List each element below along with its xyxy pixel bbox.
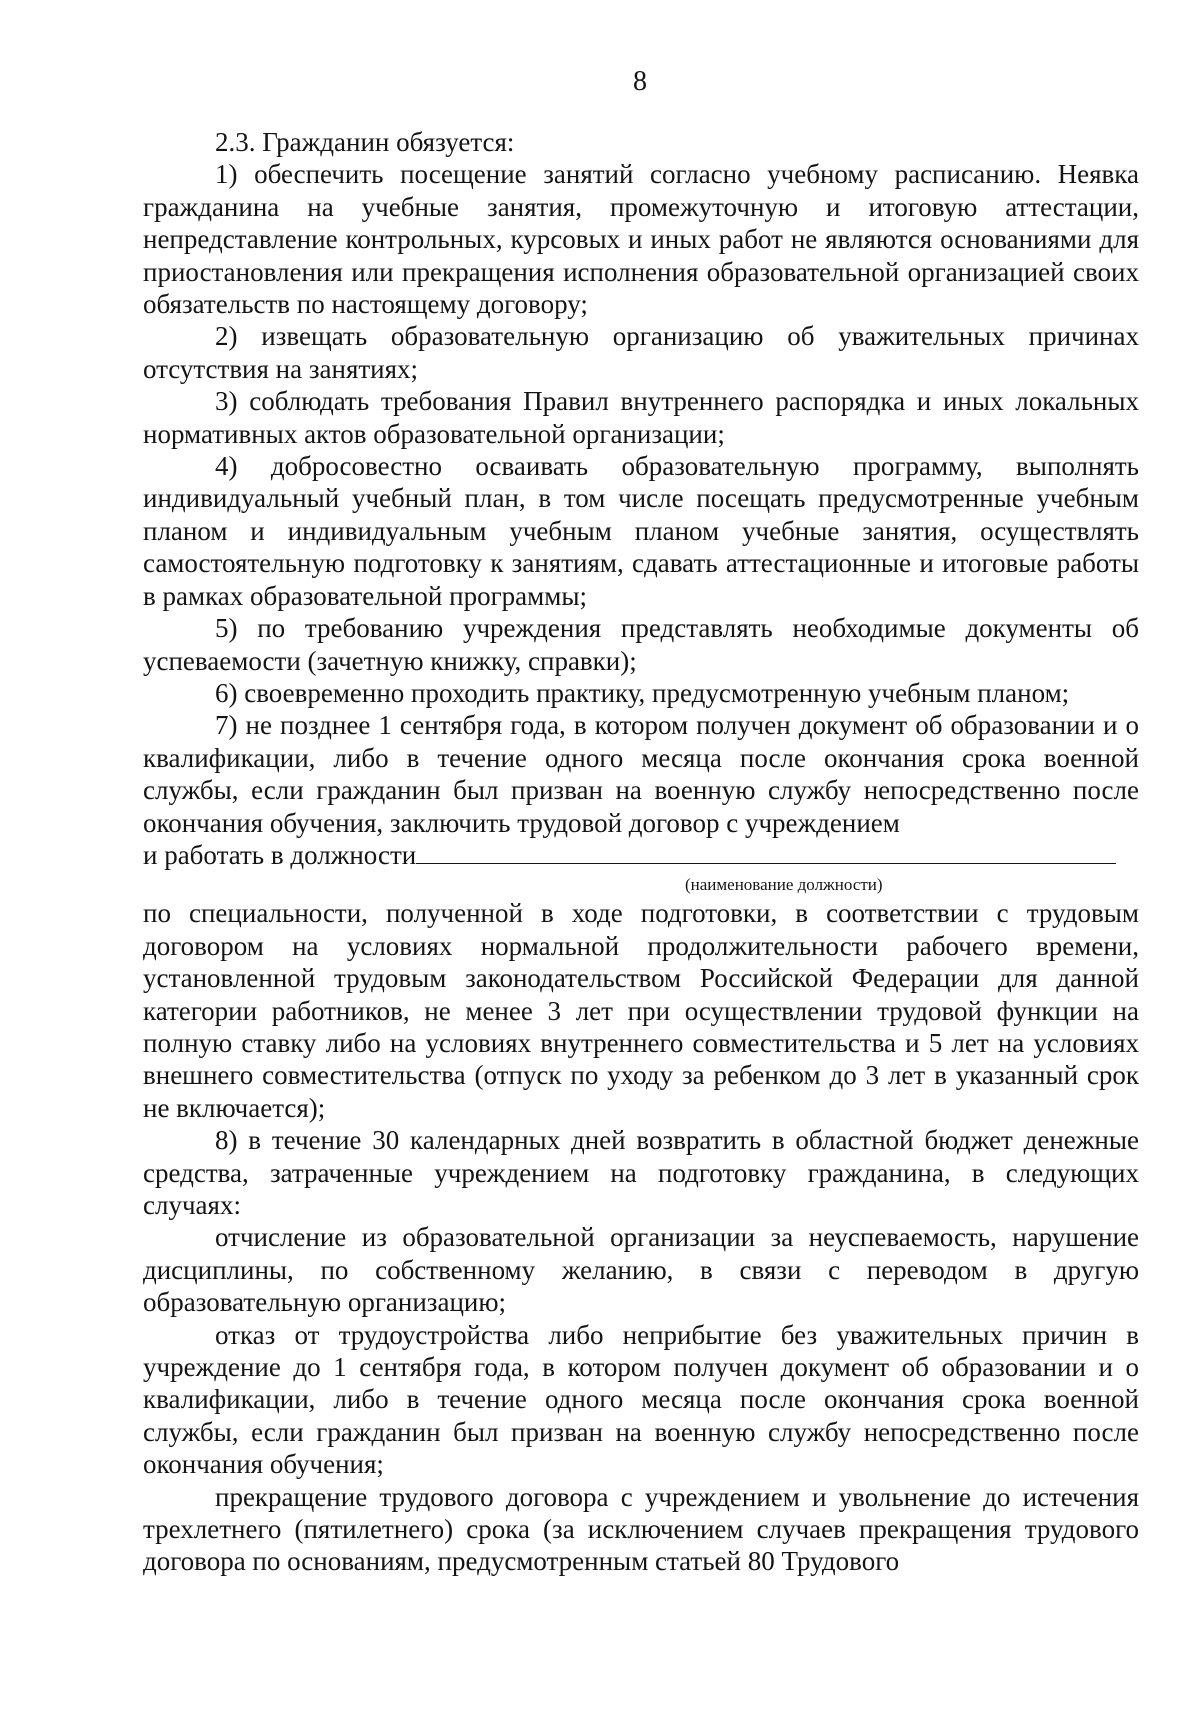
page-number: 8 (633, 66, 647, 97)
case-3: прекращение трудового договора с учреждением и увольнение до истечения трехлетнего (пятилетнего) срока (за исключением случаев прекращения трудового договора по основаниям, предусмотренным статьей 80 Трудового (143, 1481, 1139, 1577)
paragraph-8: 8) в течение 30 календарных дней возвратить в областной бюджет денежные средства, затраченные учреждением на подготовку гражданина, в следующих случаях: (143, 1125, 1139, 1220)
paragraph-1: 1) обеспечить посещение занятий согласно учебному расписанию. Неявка гражданина на учебные занятия, промежуточную и итоговую аттестации, непредставление контрольных, курсовых и иных работ не являются основаниями для приостановления или прекращения исполнения образовательной организацией своих обязательств по настоящему договору; (143, 159, 1139, 320)
paragraph-7: 7) не позднее 1 сентября года, в котором получен документ об образовании и о квалификации, либо в течение одного месяца после окончания срока военной службы, если гражданин был призван на военную службу непосредственно после окончания обучения, заключить трудовой договор с учреждением (143, 710, 1139, 838)
section-heading: 2.3. Гражданин обязуется: (215, 127, 515, 157)
position-line (143, 839, 1139, 871)
position-blank-field (416, 841, 1116, 864)
position-caption: (наименование должности) (685, 875, 883, 895)
document-body (143, 126, 1139, 1578)
paragraph-5: 5) по требованию учреждения представлять необходимые документы об успеваемости (зачетную книжку, справки); (143, 613, 1139, 676)
paragraph-4: 4) добросовестно осваивать образовательную программу, выполнять индивидуальный учебный план, в том числе посещать предусмотренные учебным планом и индивидуальным учебным планом учебные занятия, осуществлять самостоятельную подготовку к занятиям, сдавать аттестационные и итоговые работы в рамках образовательной программы; (143, 451, 1139, 611)
paragraph-2: 2) извещать образовательную организацию об уважительных причинах отсутствия на занятиях; (143, 321, 1139, 384)
case-1: отчисление из образовательной организации за неуспеваемость, нарушение дисциплины, по собственному желанию, в связи с переводом в другую образовательную организацию; (143, 1222, 1139, 1318)
paragraph-7-continuation: по специальности, полученной в ходе подготовки, в соответствии с трудовым договором на условиях нормальной продолжительности рабочего времени, установленной трудовым законодательством Российской Федерации для данной категории работников, не менее 3 лет при осуществлении трудовой функции на полную ставку либо на условиях внутреннего совместительства и 5 лет на условиях внешнего совместительства (отпуск по уходу за ребенком до 3 лет в указанный срок не включается); (143, 898, 1139, 1123)
case-2: отказ от трудоустройства либо неприбытие без уважительных причин в учреждение до 1 сентября года, в котором получен документ об образовании и о квалификации, либо в течение одного месяца после окончания срока военной службы, если гражданин был призван на военную службу непосредственно после окончания обучения; (143, 1319, 1139, 1480)
paragraph-3: 3) соблюдать требования Правил внутреннего распорядка и иных локальных нормативных актов образовательной организации; (143, 386, 1139, 449)
paragraph-6: 6) своевременно проходить практику, предусмотренную учебным планом; (215, 677, 1070, 708)
position-line-label: и работать в должности (143, 839, 417, 870)
